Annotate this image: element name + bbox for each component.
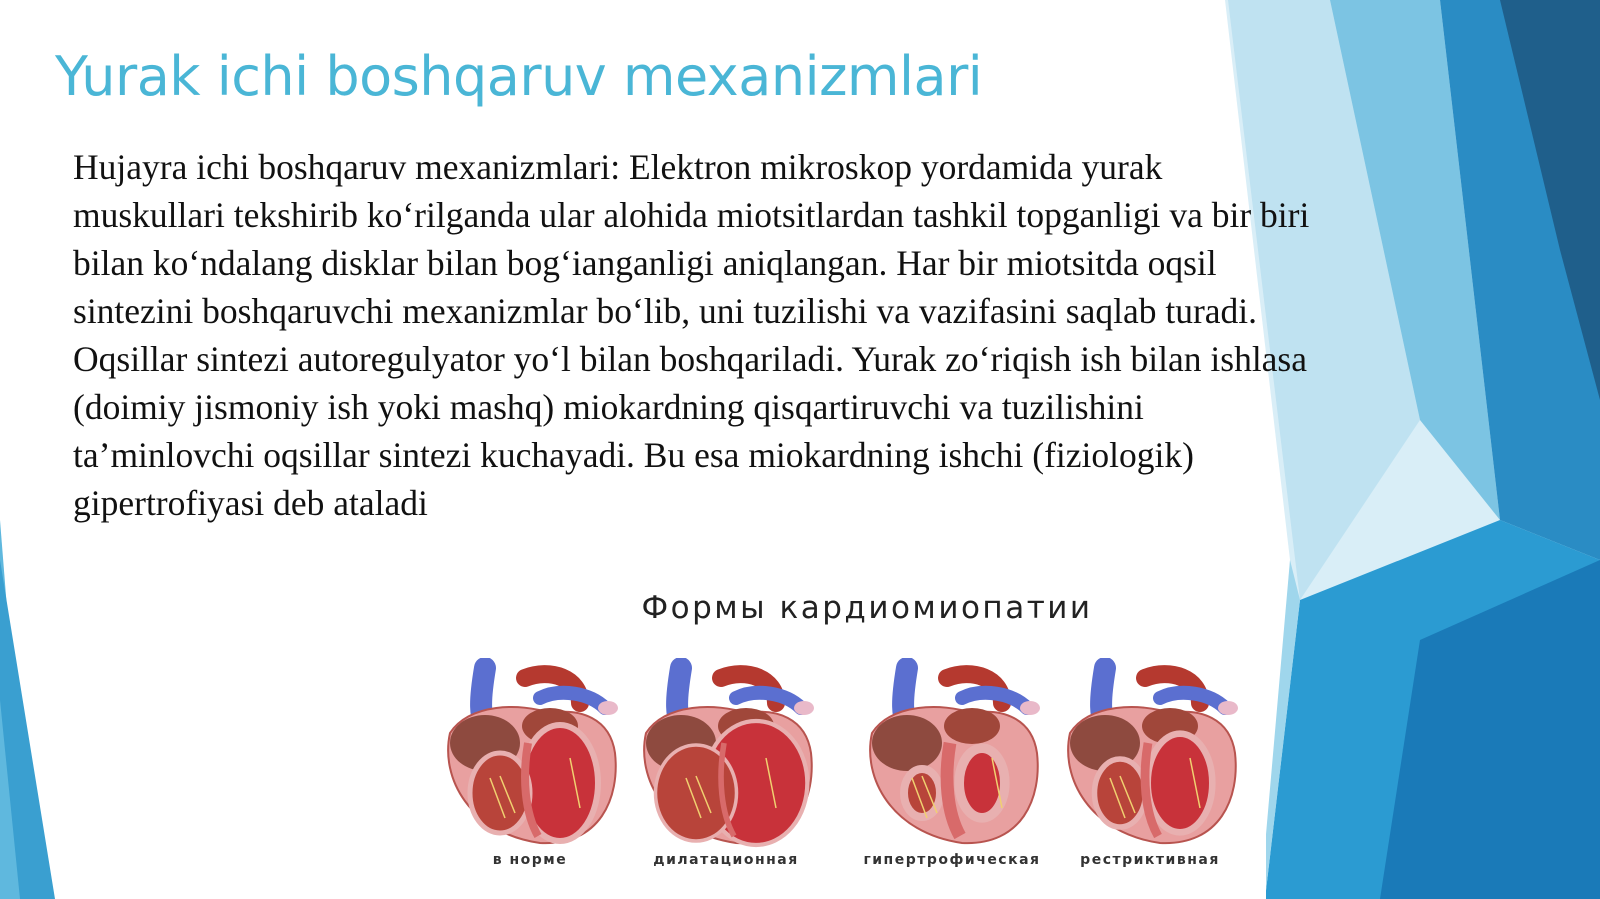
heart-normal-icon <box>430 658 630 848</box>
heart-dilated-icon <box>626 658 826 848</box>
figure-title: Формы кардиомиопатии <box>641 590 1093 626</box>
slide-title: Yurak ichi boshqaruv mexanizmlari <box>55 45 983 108</box>
heart-label: дилатационная <box>653 852 799 868</box>
heart-hypertrophic-icon <box>852 658 1052 848</box>
heart-label: в норме <box>492 852 568 868</box>
heart-restrictive-icon <box>1050 658 1250 848</box>
heart-label: рестриктивная <box>1080 852 1220 868</box>
slide-body-text: Hujayra ichi boshqaruv mexanizmlari: Elektron mikroskop yordamida yurak muskullari tekshirib ko‘rilganda ular alohida miotsitlardan tashkil topganligi va bir biri bilan ko‘ndalang disklar bilan bog‘ianganligi aniqlangan. Har bir miotsitda oqsil sintezini boshqaruvchi mexanizmlar bo‘lib, uni tuzilishi va vazifasini saqlab turadi. Oqsillar sintezi autoregulyator yo‘l bilan boshqariladi. Yurak zo‘riqish ish bilan ishlasa (doimiy jismoniy ish yoki mashq) miokardning qisqartiruvchi va tuzilishini ta’minlovchi oqsillar sintezi kuchayadi. Bu esa miokardning ishchi (fiziologik) gipertrofiyasi deb ataladi <box>73 147 1310 523</box>
heart-label: гипертрофическая <box>863 852 1041 868</box>
cardiomyopathy-figure <box>438 578 1266 899</box>
